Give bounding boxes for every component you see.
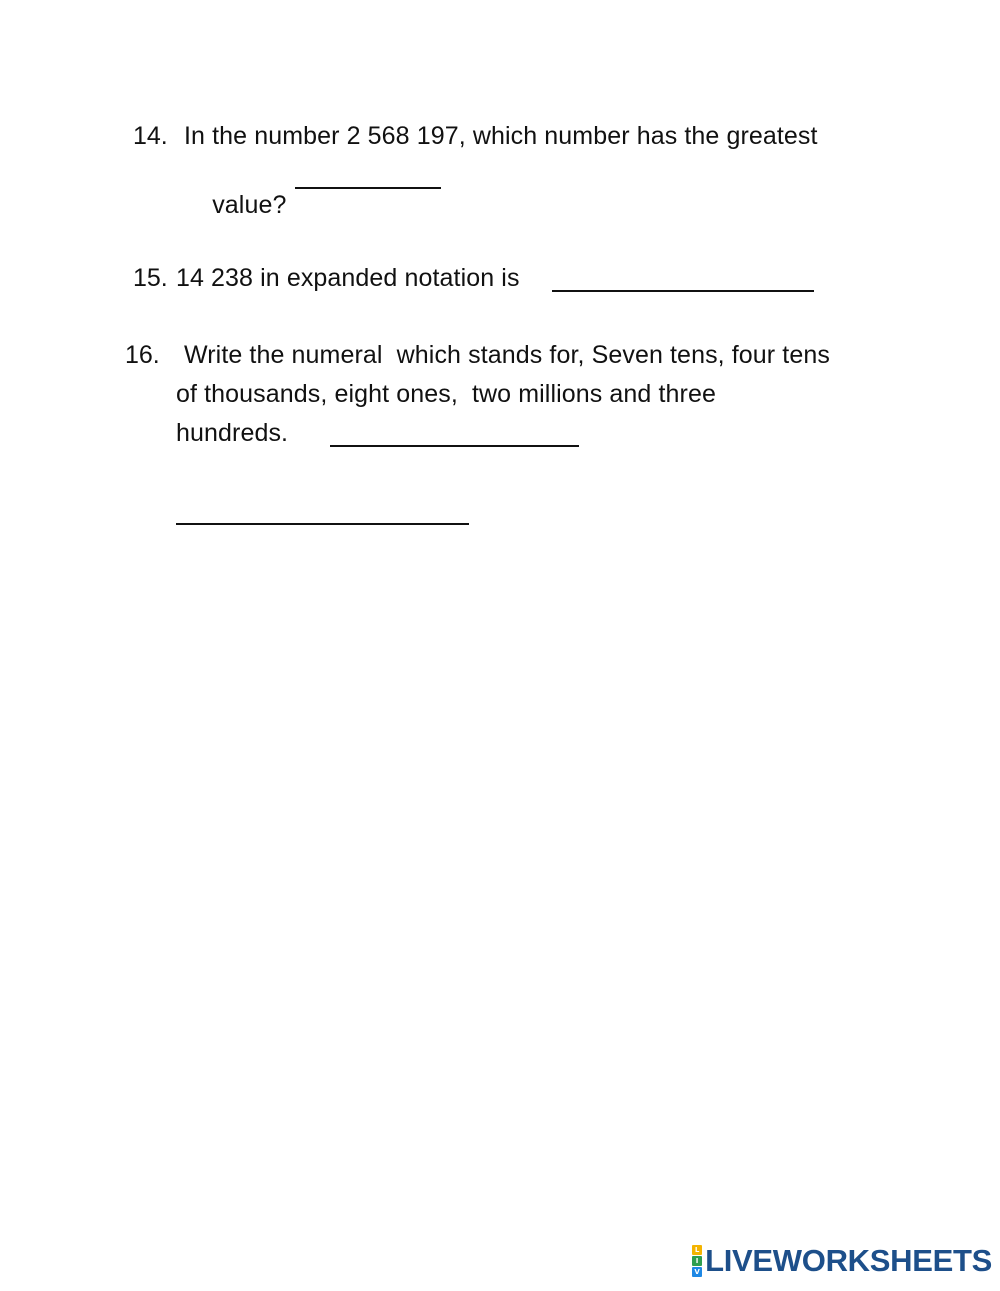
question-15-answer-blank[interactable] bbox=[552, 268, 814, 292]
question-15-number: 15. bbox=[133, 264, 168, 292]
question-16-text-line-2: of thousands, eight ones, two millions and three bbox=[176, 380, 716, 408]
liveworksheets-logo bbox=[692, 1245, 992, 1277]
logo-text: LIVEWORKSHEETS bbox=[705, 1243, 992, 1278]
question-16-text-line-3: hundreds. bbox=[176, 419, 289, 447]
question-16-number: 16. bbox=[125, 341, 160, 369]
question-15-text-line-1: 14 238 in expanded notation is bbox=[176, 264, 520, 292]
logo-block-v: V bbox=[692, 1267, 702, 1277]
question-14-text-line-1: In the number 2 568 197, which number has the greatest bbox=[184, 122, 818, 150]
question-14-text-line-2-label: value? bbox=[212, 191, 287, 219]
logo-block-i: I bbox=[692, 1256, 702, 1266]
question-16-text-line-1: Write the numeral which stands for, Seven tens, four tens bbox=[184, 341, 830, 369]
question-14-answer-blank[interactable] bbox=[295, 165, 441, 189]
question-16-answer-blank-2[interactable] bbox=[176, 501, 469, 525]
question-16-answer-blank[interactable] bbox=[330, 423, 579, 447]
question-14-number: 14. bbox=[133, 122, 168, 150]
question-14-text-line-2 bbox=[184, 160, 286, 250]
logo-blocks-icon bbox=[692, 1245, 702, 1277]
logo-block-l: L bbox=[692, 1245, 702, 1255]
